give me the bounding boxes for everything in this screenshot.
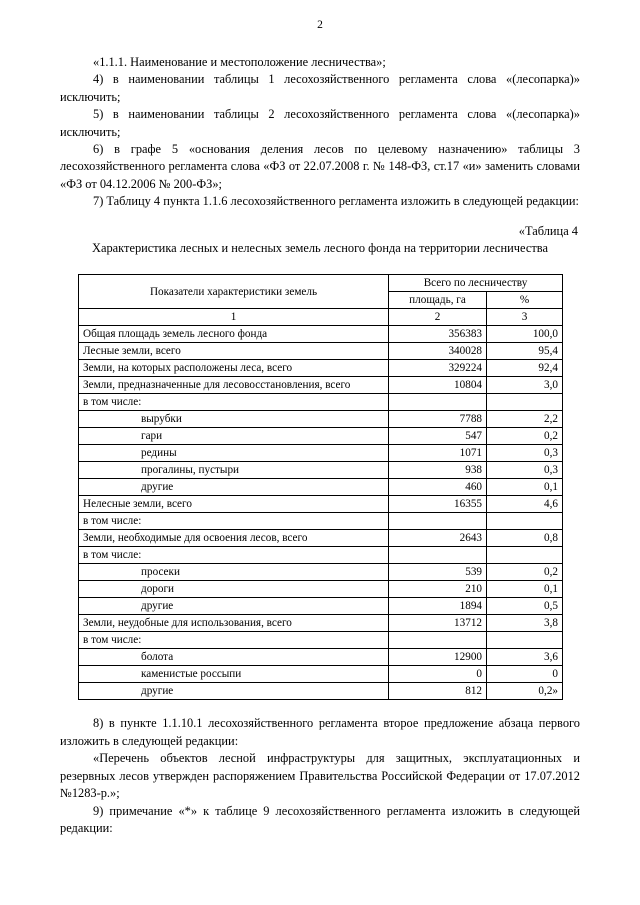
row-percent-value: 0,1	[487, 581, 563, 598]
row-label: Земли, необходимые для освоения лесов, всего	[79, 530, 389, 547]
row-label: другие	[79, 479, 389, 496]
row-percent-value: 92,4	[487, 360, 563, 377]
row-area-value: 2643	[389, 530, 487, 547]
row-label: Общая площадь земель лесного фонда	[79, 326, 389, 343]
row-label: вырубки	[79, 411, 389, 428]
row-label: в том числе:	[79, 394, 389, 411]
row-percent-value: 95,4	[487, 343, 563, 360]
table-row	[79, 496, 563, 513]
row-percent-value	[487, 513, 563, 530]
table-row	[79, 479, 563, 496]
row-percent-value	[487, 547, 563, 564]
row-area-value: 7788	[389, 411, 487, 428]
header-area: площадь, га	[389, 292, 487, 309]
paragraph-item-5: 5) в наименовании таблицы 2 лесохозяйственного регламента слова «(лесопарка)» исключить;	[60, 107, 580, 139]
row-area-value: 1894	[389, 598, 487, 615]
page-number: 2	[317, 19, 323, 31]
table-row	[79, 683, 563, 700]
table-row	[79, 530, 563, 547]
row-area-value: 210	[389, 581, 487, 598]
row-area-value	[389, 632, 487, 649]
table-row	[79, 581, 563, 598]
row-percent-value: 0,3	[487, 462, 563, 479]
row-percent-value: 0,2	[487, 564, 563, 581]
row-percent-value: 0,5	[487, 598, 563, 615]
table-row	[79, 564, 563, 581]
header-percent: %	[487, 292, 563, 309]
row-percent-value: 0,8	[487, 530, 563, 547]
column-number-1: 1	[79, 309, 389, 326]
row-area-value: 938	[389, 462, 487, 479]
row-percent-value: 0,3	[487, 445, 563, 462]
row-percent-value: 0,1	[487, 479, 563, 496]
table-row	[79, 445, 563, 462]
row-label: Земли, предназначенные для лесовосстановления, всего	[79, 377, 389, 394]
row-label: в том числе:	[79, 513, 389, 530]
row-area-value: 460	[389, 479, 487, 496]
row-area-value	[389, 547, 487, 564]
table-row	[79, 462, 563, 479]
paragraph-item-7: 7) Таблицу 4 пункта 1.1.6 лесохозяйственного регламента изложить в следующей редакции:	[93, 194, 579, 209]
table-row	[79, 649, 563, 666]
table-row	[79, 411, 563, 428]
row-label: Земли, неудобные для использования, всего	[79, 615, 389, 632]
table-row	[79, 598, 563, 615]
row-percent-value: 0,2»	[487, 683, 563, 700]
row-area-value: 13712	[389, 615, 487, 632]
row-label: каменистые россыпи	[79, 666, 389, 683]
table-row	[79, 632, 563, 649]
row-label: дороги	[79, 581, 389, 598]
row-percent-value	[487, 394, 563, 411]
column-number-2: 2	[389, 309, 487, 326]
row-percent-value: 3,8	[487, 615, 563, 632]
row-percent-value: 2,2	[487, 411, 563, 428]
table-row	[79, 666, 563, 683]
row-area-value: 340028	[389, 343, 487, 360]
row-area-value: 812	[389, 683, 487, 700]
row-area-value: 16355	[389, 496, 487, 513]
paragraph-item-4: 4) в наименовании таблицы 1 лесохозяйственного регламента слова «(лесопарка)» исключить;	[60, 72, 580, 104]
paragraph-item-6: 6) в графе 5 «основания деления лесов по целевому назначению» таблицы 3 лесохозяйственного регламента слова «ФЗ от 22.07.2008 г. № 148-ФЗ, ст.17 «и» заменить словами «ФЗ от 04.12.2006 № 200-ФЗ»;	[60, 142, 580, 191]
row-percent-value: 0	[487, 666, 563, 683]
row-area-value: 329224	[389, 360, 487, 377]
table-row	[79, 513, 563, 530]
row-area-value: 10804	[389, 377, 487, 394]
table-column-number-row	[79, 309, 563, 326]
row-percent-value: 100,0	[487, 326, 563, 343]
table-row	[79, 394, 563, 411]
row-percent-value: 3,0	[487, 377, 563, 394]
table-head	[79, 275, 563, 326]
row-area-value: 0	[389, 666, 487, 683]
row-area-value	[389, 513, 487, 530]
row-label: Лесные земли, всего	[79, 343, 389, 360]
row-label: в том числе:	[79, 547, 389, 564]
row-label: Нелесные земли, всего	[79, 496, 389, 513]
paragraph-item-8: 8) в пункте 1.1.10.1 лесохозяйственного регламента второе предложение абзаца первого изложить в следующей редакции:	[60, 716, 580, 748]
header-indicator: Показатели характеристики земель	[79, 275, 389, 309]
row-label: болота	[79, 649, 389, 666]
row-area-value	[389, 394, 487, 411]
table-row	[79, 615, 563, 632]
row-percent-value	[487, 632, 563, 649]
table-row	[79, 326, 563, 343]
table-row	[79, 360, 563, 377]
row-label: редины	[79, 445, 389, 462]
table-label: «Таблица 4	[518, 223, 578, 238]
table-body	[79, 326, 563, 700]
row-area-value: 1071	[389, 445, 487, 462]
paragraph-item-9: 9) примечание «*» к таблице 9 лесохозяйственного регламента изложить в следующей редакции:	[60, 803, 580, 835]
column-number-3: 3	[487, 309, 563, 326]
table-row	[79, 547, 563, 564]
header-group-total: Всего по лесничеству	[389, 275, 563, 292]
paragraph-item-8-quote: «Перечень объектов лесной инфраструктуры для защитных, эксплуатационных и резервных лесов утвержден распоряжением Правительства Российской Федерации от 17.07.2012 №1283-р.»;	[60, 751, 580, 801]
row-area-value: 12900	[389, 649, 487, 666]
table-row	[79, 428, 563, 445]
land-characteristics-table	[78, 274, 563, 700]
row-percent-value: 3,6	[487, 649, 563, 666]
table-title: Характеристика лесных и нелесных земель лесного фонда на территории лесничества	[92, 241, 548, 256]
paragraph-quote-line: «1.1.1. Наименование и местоположение лесничества»;	[93, 55, 386, 69]
table-header-row-group	[79, 275, 563, 292]
row-label: в том числе:	[79, 632, 389, 649]
table-row	[79, 343, 563, 360]
row-label: Земли, на которых расположены леса, всего	[79, 360, 389, 377]
row-area-value: 356383	[389, 326, 487, 343]
table-row	[79, 377, 563, 394]
row-area-value: 547	[389, 428, 487, 445]
row-label: прогалины, пустыри	[79, 462, 389, 479]
row-label: другие	[79, 683, 389, 700]
row-label: просеки	[79, 564, 389, 581]
row-percent-value: 4,6	[487, 496, 563, 513]
row-percent-value: 0,2	[487, 428, 563, 445]
row-area-value: 539	[389, 564, 487, 581]
row-label: другие	[79, 598, 389, 615]
row-label: гари	[79, 428, 389, 445]
